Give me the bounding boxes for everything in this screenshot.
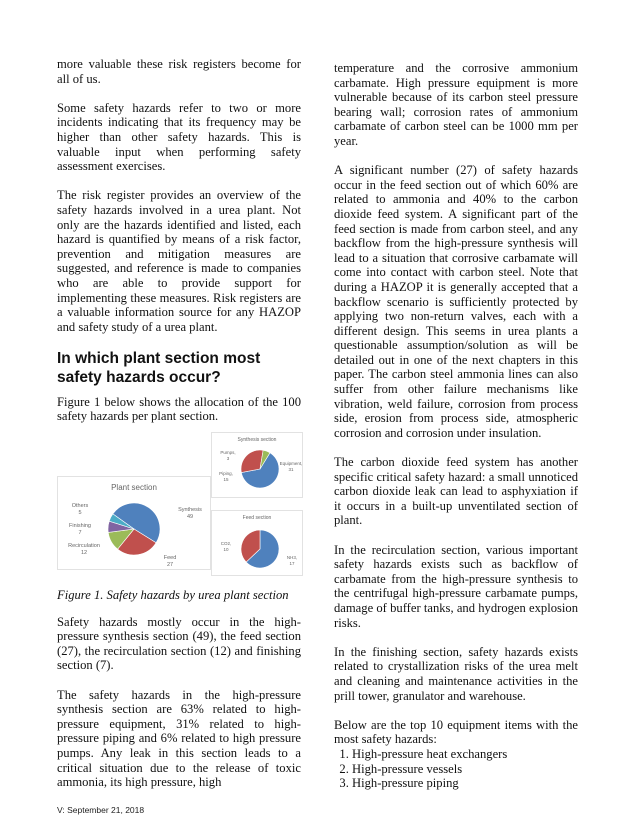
- pie-slice: [241, 450, 263, 473]
- slice-label: Others: [71, 503, 89, 510]
- feed-section-chart: [211, 510, 303, 576]
- list-item: 2. High-pressure vessels: [352, 762, 596, 777]
- chart-title: Feed section: [242, 515, 272, 522]
- paragraph: In the recirculation section, various important safety hazards exists such as backflow of carbamate from the high-pressure synthesis to the centrifugal high-pressure carbamate pumps, damage of buffer tanks, and hydrogen explosion risks.: [334, 542, 578, 630]
- paragraph: The safety hazards in the high-pressure synthesis section are 63% related to high-pressure equipment, 31% related to high-pressure piping and 6% related to high pressure pumps. Any leak in this section leads to a critical situation due to the release of toxic ammonia, its high pressure, high: [57, 687, 301, 790]
- list-item: 1. High-pressure heat exchangers: [352, 747, 596, 762]
- left-column: [57, 57, 301, 804]
- slice-value: 7: [78, 530, 82, 537]
- section-heading: In which plant section most safety hazards occur?: [57, 349, 261, 386]
- equipment-list: [334, 747, 596, 791]
- paragraph: Some safety hazards refer to two or more incidents indicating that its frequency may be higher than other safety hazards. This is valuable input when performing safety assessment exercises.: [57, 100, 301, 174]
- slice-label: Synthesis: [178, 507, 202, 514]
- slice-label: NH3,: [286, 555, 298, 561]
- plant-section-chart: [57, 476, 211, 570]
- paragraph: The risk register provides an overview of the safety hazards involved in a urea plant. Not only are the hazards identified and listed, each hazard is quantified by means of a risk factor, prevention and mitigation measures are suggested, and reference is made to companies who are able to provide support for implementing these measures. Risk registers are a valuable information source for any HAZOP and safety study of a urea plant.: [57, 188, 301, 334]
- paragraph: A significant number (27) of safety hazards occur in the feed section out of which 60% are related to ammonia and 40% to the carbon dioxide feed system. A significant part of the feed section is made from carbon steel, and any backflow from the high-pressure synthesis will lead to a situation that corrosive carbamate will come into contact with carbon steel. Note that during a HAZOP it is generally accepted that a backflow scenario is sufficiently protected by applying two non-return valves, each with a different design. This seems in urea plants a questionable assumption/solution as will be detailed out in one of the next chapters in this paper. The carbon steel ammonia lines can also suffer from other failure mechanisms like vibration, weld failure, corrosion from process side, erosion from process side, atmospheric corrosion and corrosion under insulation.: [334, 163, 578, 440]
- slice-value: 3: [226, 456, 230, 462]
- slice-label: Pumps,: [220, 450, 236, 456]
- paragraph: In the finishing section, safety hazards exists related to crystallization risks of the urea melt and cleaning and maintenance activities in the prill tower, granulator and warehouse.: [334, 644, 578, 703]
- paragraph: Below are the top 10 equipment items with the most safety hazards:: [334, 717, 578, 747]
- slice-value: 12: [80, 550, 88, 557]
- paragraph: Safety hazards mostly occur in the high-pressure synthesis section (49), the feed section (27), the recirculation section (12) and finishing section (7).: [57, 614, 301, 673]
- synthesis-section-chart: [211, 432, 303, 498]
- right-column: [334, 61, 578, 805]
- figure-caption: Figure 1. Safety hazards by urea plant section: [57, 588, 289, 603]
- paragraph: temperature and the corrosive ammonium carbamate. High pressure equipment is more vulnerable because of its carbon steel pressure bearing wall; corrosion rates of ammonium carbamate of carbon steel can be 1000 mm per year.: [334, 61, 578, 148]
- slice-label: Equipment,: [279, 461, 302, 467]
- slice-value: 49: [186, 514, 194, 521]
- chart-title: Synthesis section: [237, 437, 277, 444]
- slice-label: Recirculation: [68, 543, 100, 550]
- figure-1: [57, 432, 301, 578]
- slice-value: 5: [78, 510, 82, 517]
- list-item: 3. High-pressure piping: [352, 776, 596, 791]
- paragraph: more valuable these risk registers become for all of us.: [57, 57, 301, 86]
- slice-value: 17: [289, 561, 295, 567]
- page-footer: V: September 21, 2018: [57, 805, 145, 815]
- slice-value: 15: [223, 477, 229, 483]
- slice-label: Finishing: [68, 523, 92, 530]
- paragraph: Figure 1 below shows the allocation of the 100 safety hazards per plant section.: [57, 394, 301, 424]
- slice-value: 10: [223, 547, 229, 553]
- paragraph: The carbon dioxide feed system has another specific critical safety hazard: a small unnoticed carbon dioxide leak can lead to asphyxiation if it occurs in a built-up unventilated section of plant.: [334, 455, 578, 528]
- slice-label: Piping,: [219, 471, 233, 477]
- slice-label: CO2,: [220, 541, 232, 547]
- slice-label: Feed: [163, 555, 177, 562]
- chart-title: Plant section: [111, 483, 157, 493]
- slice-value: 27: [166, 562, 174, 569]
- slice-value: 31: [288, 467, 294, 473]
